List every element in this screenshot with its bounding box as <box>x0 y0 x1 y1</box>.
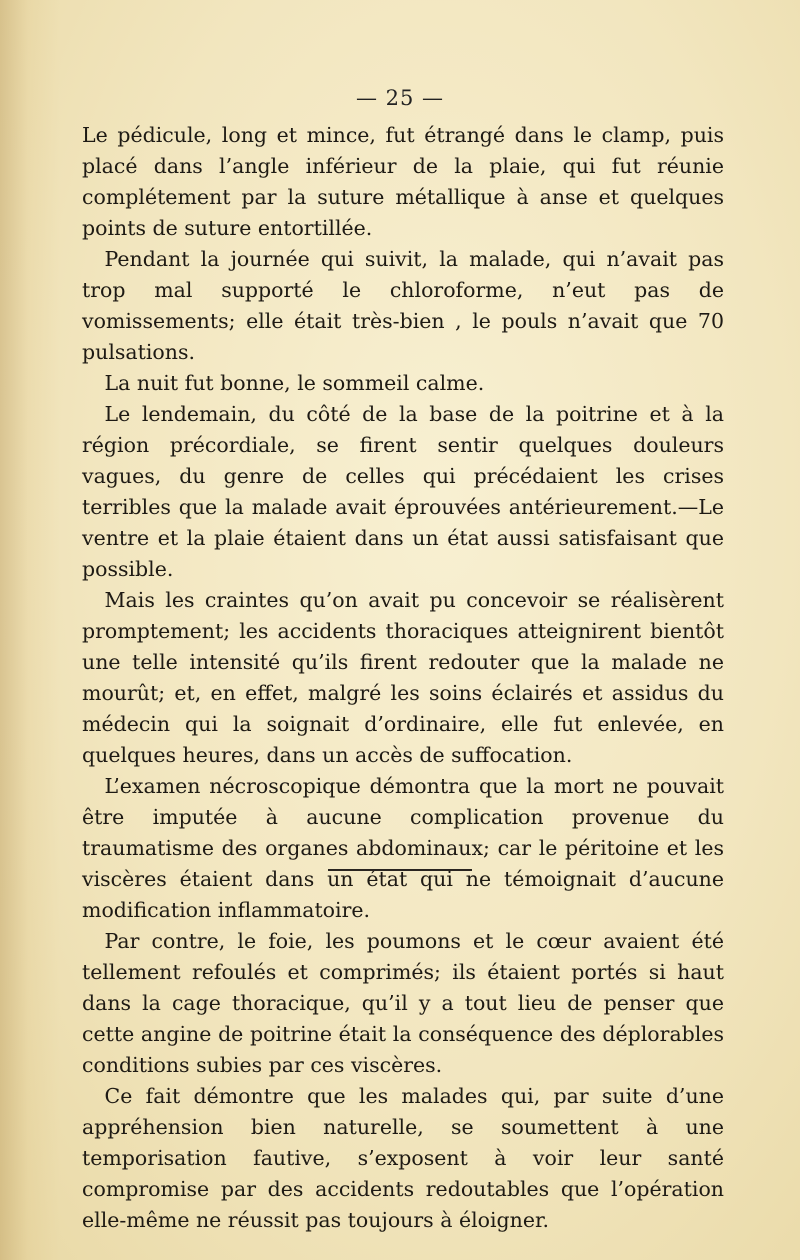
paragraph-1: Le pédicule, long et mince, fut étrangé dans le clamp, puis placé dans l’angle inférieur de la plaie, qui fut réunie complétement par la suture métallique à anse et quelques points de suture entortillée. <box>82 123 724 240</box>
paragraph-3: La nuit fut bonne, le sommeil calme. <box>104 371 485 395</box>
paragraph-7: Par contre, le foie, les poumons et le cœur avaient été tellement refoulés et comprimés; ils étaient portés si haut dans la cage thoracique, qu’il y a tout lieu de penser que cette angine de poitrine était la conséquence des déplorables conditions subies par ces viscères. <box>82 929 724 1077</box>
body-text <box>82 120 724 1236</box>
paragraph-6: L’examen nécroscopique démontra que la mort ne pouvait être imputée à aucune complication provenue du traumatisme des organes abdominaux; car le péritoine et les viscères étaient dans un état qui ne témoignait d’aucune modification inflammatoire. <box>82 774 724 922</box>
paragraph-2: Pendant la journée qui suivit, la malade, qui n’avait pas trop mal supporté le chloroforme, n’eut pas de vomissements; elle était très-bien , le pouls n’avait que 70 pulsations. <box>82 247 724 364</box>
paragraph-8: Ce fait démontre que les malades qui, par suite d’une appréhension bien naturelle, se soumettent à une temporisation fautive, s’exposent à voir leur santé compromise par des accidents redoutables que l’opération elle-même ne réussit pas toujours à éloigner. <box>82 1084 724 1232</box>
paragraph-5: Mais les craintes qu’on avait pu concevoir se réalisèrent promptement; les accidents thoraciques atteignirent bientôt une telle intensité qu’ils firent redouter que la malade ne mourût; et, en effet, malgré les soins éclairés et assidus du médecin qui la soignait d’ordinaire, elle fut enlevée, en quelques heures, dans un accès de suffocation. <box>82 588 724 767</box>
end-rule-divider <box>328 869 472 871</box>
page-number: — 25 — <box>355 86 445 110</box>
paragraph-4: Le lendemain, du côté de la base de la poitrine et à la région précordiale, se firent sentir quelques douleurs vagues, du genre de celles qui précédaient les crises terribles que la malade avait éprouvées antérieurement.—Le ventre et la plaie étaient dans un état aussi satisfaisant que possible. <box>82 402 724 581</box>
